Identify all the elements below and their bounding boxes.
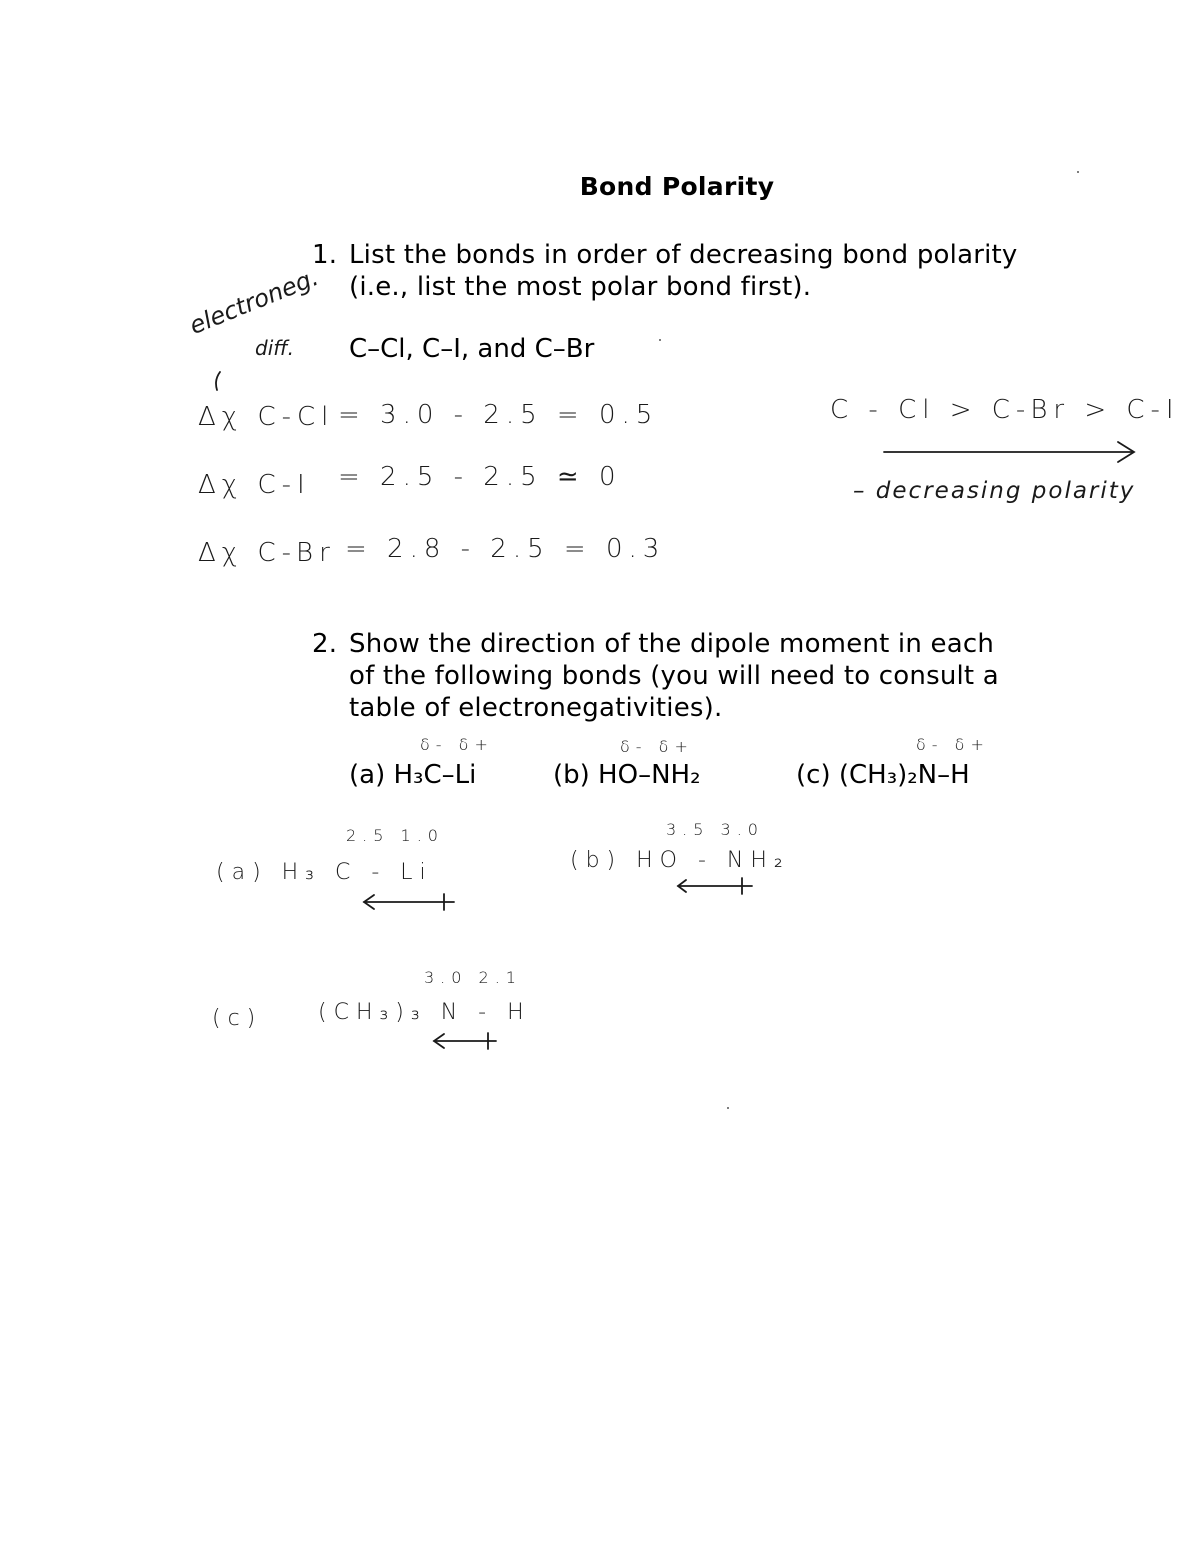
answer-c: (CH₃)₃ N - H	[318, 1000, 531, 1025]
molecule-b: (b) HO–NH₂	[553, 760, 701, 790]
question-1-number: 1.	[312, 240, 338, 270]
calc-c-cl: = 3.0 - 2.5 = 0.5	[338, 400, 659, 430]
question-2-line-3: table of electronegativities).	[349, 693, 723, 723]
question-2-line-1: Show the direction of the dipole moment in each	[349, 629, 995, 659]
partial-charges-a: δ- δ+	[420, 735, 494, 754]
question-2-line-2: of the following bonds (you will need to consult a	[349, 661, 999, 691]
calc-c-i: = 2.5 - 2.5 ≃ 0	[338, 462, 622, 492]
polarity-order-note: – decreasing polarity	[853, 478, 1136, 504]
scan-speck-2	[659, 339, 661, 341]
scan-speck-1	[1077, 171, 1079, 173]
margin-note-diff: diff.	[255, 336, 295, 360]
polarity-order: C - Cl > C-Br > C-I	[830, 395, 1180, 425]
partial-charges-b: δ- δ+	[620, 737, 694, 756]
electronegativity-b: 3.5 3.0	[666, 820, 764, 839]
molecule-c: (c) (CH₃)₂N–H	[796, 760, 970, 790]
molecule-a: (a) H₃C–Li	[349, 760, 477, 790]
margin-note-electroneg: electroneg.	[185, 263, 323, 340]
answer-c-label: (c)	[212, 1006, 263, 1031]
question-2-number: 2.	[312, 629, 338, 659]
scan-speck-3	[727, 1107, 729, 1109]
decreasing-polarity-arrow	[884, 442, 1134, 462]
electronegativity-c: 3.0 2.1	[424, 968, 522, 987]
question-1-bond-list: C–Cl, C–I, and C–Br	[349, 334, 595, 364]
answer-a: (a) H₃ C - Li	[216, 860, 433, 885]
answer-b: (b) HO - NH₂	[570, 848, 790, 873]
dipole-arrow-a	[364, 894, 454, 910]
dipole-arrow-c	[434, 1033, 496, 1049]
calc-c-cl-label: Δχ C-Cl	[198, 402, 335, 432]
electronegativity-a: 2.5 1.0	[346, 826, 444, 845]
margin-bracket	[216, 372, 220, 390]
question-1-line-1: List the bonds in order of decreasing bond polarity	[349, 240, 1018, 270]
calc-c-br: = 2.8 - 2.5 = 0.3	[345, 534, 666, 564]
calc-c-i-label: Δχ C-I	[198, 470, 311, 500]
page-title: Bond Polarity	[579, 172, 775, 201]
dipole-arrow-b	[678, 878, 752, 894]
question-1-line-2: (i.e., list the most polar bond first).	[349, 272, 812, 302]
calc-c-br-label: Δχ C-Br	[198, 538, 336, 568]
partial-charges-c: δ- δ+	[916, 735, 990, 754]
